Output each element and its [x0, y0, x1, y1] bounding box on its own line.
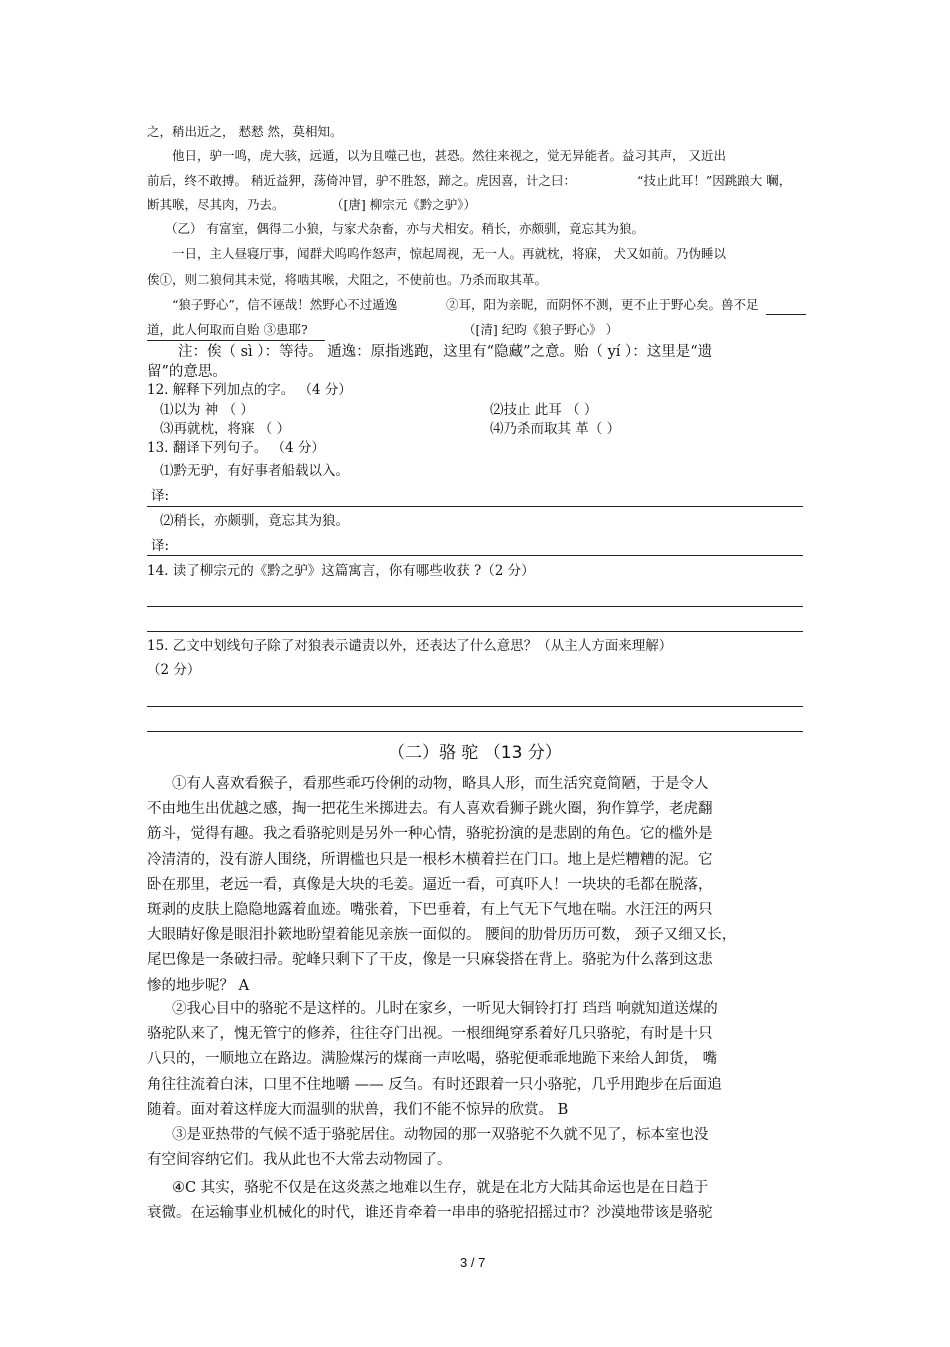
jia-line-3a: 前后，终不敢搏。 稍近益狎，荡倚冲冒，驴不胜怒，蹄之。虎因喜，计之曰：	[147, 173, 576, 188]
q13-stem: 13. 翻译下列句子。 （4 分）	[147, 440, 325, 456]
camel-p3-line: 有空间容纳它们。我从此也不大常去动物园了。	[147, 1152, 452, 1168]
camel-p1-line: 卧在那里，老远一看，真像是大块的毛姜。逼近一看，可真吓人！一块块的毛都在脱落，	[147, 877, 713, 893]
notes-line-1: 注：俟（ sì ）：等待。 遁逸：原指逃跑，这里有“隐藏”之意。贻（ yí ）：这里是“遗	[178, 344, 713, 360]
camel-p1-line: 斑剥的皮肤上隐隐地露着血迹。嘴张着，下巴垂着，有上气无下气地在喘。水汪汪的两只	[147, 902, 713, 918]
q12-stem: 12. 解释下列加点的字。 （4 分）	[147, 382, 352, 398]
answer-line[interactable]	[147, 555, 803, 556]
yi-source: （[清] 纪昀《狼子野心》 ）	[463, 322, 619, 337]
q13-sentence-2: ⑵稍长，亦颇驯，竟忘其为狼。	[160, 513, 349, 529]
camel-p1-line: 尾巴像是一条破扫帚。驼峰只剩下了干皮，像是一只麻袋搭在背上。骆驼为什么落到这悲	[147, 952, 713, 968]
q12-item-4: ⑷乃杀而取其 革（ ）	[490, 421, 621, 437]
q14-stem: 14. 读了柳宗元的《黔之驴》这篇寓言，你有哪些收获 ?（2 分）	[147, 563, 535, 579]
camel-p2-line: ②我心目中的骆驼不是这样的。儿时在家乡，一听见大铜铃打打 珰珰 响就知道送煤的	[172, 1001, 718, 1017]
yi-line-4b: ②耳，阳为亲昵，而阴怀不测，更不止于野心矣。兽不足	[446, 297, 759, 312]
camel-p2-line: 角往往流着白沫，口里不住地嚼 —— 反刍。有时还跟着一只小骆驼，几乎用跑步在后面追	[147, 1077, 722, 1093]
camel-p4-line: ④C 其实，骆驼不仅是在这炎蒸之地难以生存，就是在北方大陆其命运也是在日趋于	[172, 1180, 709, 1196]
answer-line[interactable]	[147, 706, 803, 707]
camel-p1-line: 冷清清的，没有游人围绕，所谓槛也只是一根杉木横着拦在门口。地上是烂糟糟的泥。它	[147, 852, 713, 868]
yi-line-4a: “狼子野心”，信不诬哉！然野心不过遁逸	[172, 297, 398, 312]
yi-line-3: 俟①，则二狼伺其未觉，将啮其喉，犬阻之，不使前也。乃杀而取其革。	[147, 272, 548, 287]
jia-source: （[唐] 柳宗元《黔之驴》）	[331, 197, 476, 212]
camel-p4-line: 衰微。在运输事业机械化的时代，谁还肯牵着一串串的骆驼招摇过市？沙漠地带该是骆驼	[147, 1205, 713, 1221]
camel-p1-line: 不由地生出优越之感，掏一把花生米掷进去。有人喜欢看狮子跳火圈，狗作算学，老虎翻	[147, 801, 713, 817]
answer-line[interactable]	[147, 606, 803, 607]
camel-p1-line: 大眼睛好像是眼泪扑簌地盼望着能见亲族一面似的。 腰间的肋骨历历可数， 颈子又细又长，	[147, 927, 737, 943]
answer-line[interactable]	[147, 731, 803, 732]
jia-line-4a: 断其喉，尽其肉，乃去。	[147, 197, 285, 212]
q13-sentence-1: ⑴黔无驴，有好事者船载以入。	[160, 463, 349, 479]
q12-item-3: ⑶再就枕，将寐 （ ）	[160, 421, 291, 437]
yi-line-5a: 道，此人何取而自贻 ③患耶?	[147, 322, 308, 337]
camel-p2-line: 骆驼队来了，愧无管宁的修养，往往夺门出视。一根细绳穿系着好几只骆驼，有时是十只	[147, 1026, 713, 1042]
q13-translate-label-2: 译:	[151, 538, 170, 554]
q12-item-2: ⑵技止 此耳 （ ）	[490, 402, 598, 418]
underline-segment	[766, 314, 806, 315]
yi-line-2: 一日，主人昼寝厅事，闻群犬呜呜作怒声，惊起周视，无一人。再就枕，将寐， 犬又如前。乃伪睡以	[172, 246, 726, 261]
page-number: 3 / 7	[460, 1255, 486, 1270]
underline-segment	[147, 340, 325, 341]
q15-stem: 15. 乙文中划线句子除了对狼表示谴责以外，还表达了什么意思？（从主人方面来理解）	[147, 638, 673, 654]
camel-p3-line: ③是亚热带的气候不适于骆驼居住。动物园的那一双骆驼不久就不见了，标本室也没	[172, 1127, 709, 1143]
q12-item-1: ⑴以为 神 （ ）	[160, 402, 254, 418]
jia-line-2: 他日，驴一鸣，虎大骇，远遁，以为且噬己也，甚恐。然往来视之，觉无异能者。益习其声， 又近出	[172, 148, 726, 163]
camel-p2-line: 随着。面对着这样庞大而温驯的狀兽，我们不能不惊异的欣赏。 B	[147, 1102, 569, 1118]
jia-line-3b: “技止此耳！”因跳踉大 㘎，	[637, 173, 792, 188]
notes-line-2: 留”的意思。	[147, 364, 227, 380]
q13-translate-label-1: 译:	[151, 488, 170, 504]
yi-line-1: （乙） 有富室，偶得二小狼，与家犬杂畜，亦与犬相安。稍长，亦颇驯，竟忘其为狼。	[165, 221, 644, 236]
camel-p1-line: ①有人喜欢看猴子，看那些乖巧伶俐的动物，略具人形，而生活究竟简陋，于是令人	[172, 776, 709, 792]
q15-score: （2 分）	[147, 662, 201, 678]
camel-p1-line: 惨的地步呢？ A	[147, 978, 250, 994]
camel-p1-line: 筋斗，觉得有趣。我之看骆驼则是另外一种心情，骆驼扮演的是悲剧的角色。它的槛外是	[147, 826, 713, 842]
jia-line-1: 之，稍出近之， 慭慭 然，莫相知。	[147, 124, 343, 139]
section-title: （二）骆 驼 （13 分）	[388, 743, 562, 763]
answer-line[interactable]	[147, 506, 803, 507]
answer-line[interactable]	[147, 631, 803, 632]
camel-p2-line: 八只的，一顺地立在路边。满脸煤污的煤商一声吆喝，骆驼便乖乖地跪下来给人卸货， 嘴	[147, 1051, 718, 1067]
